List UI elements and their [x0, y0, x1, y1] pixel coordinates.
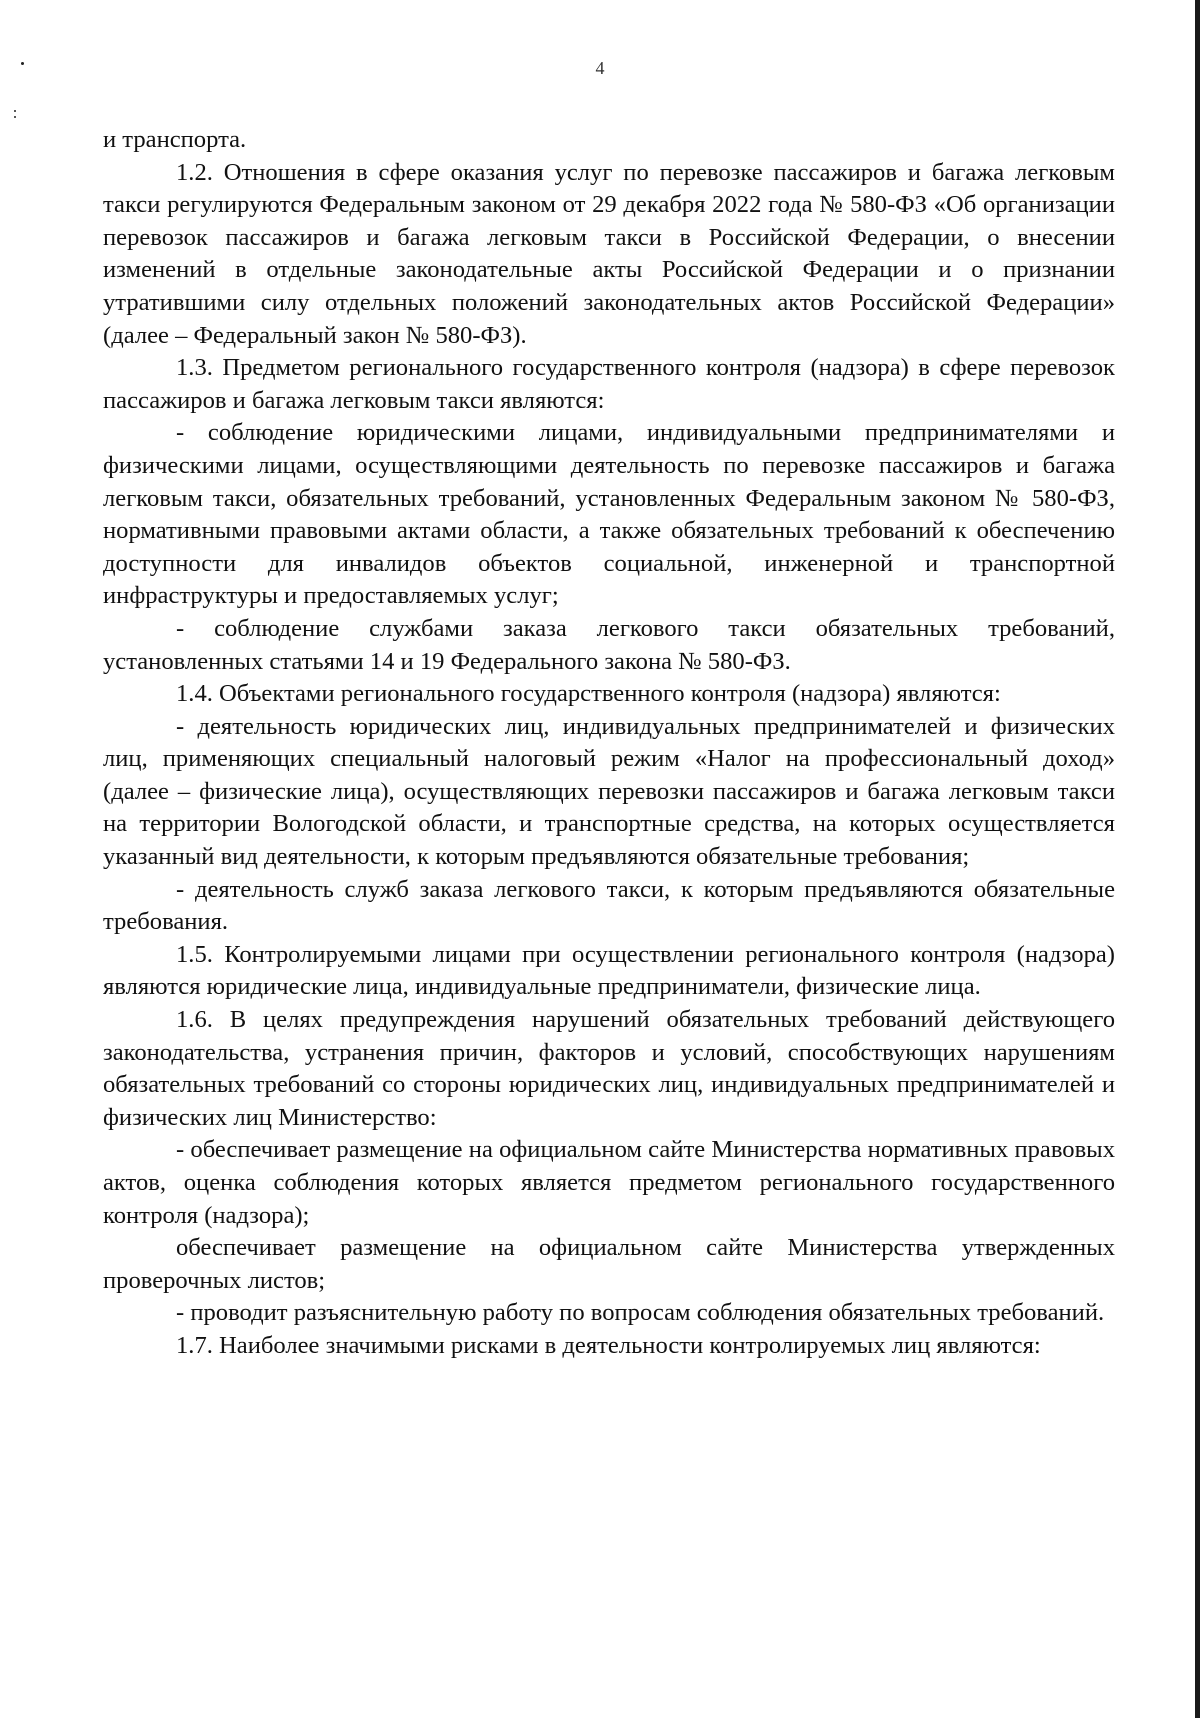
paragraph: 1.4. Объектами регионального государственного контроля (надзора) являются:	[176, 680, 1001, 708]
paragraph: - обеспечивает размещение на официальном сайте Министерства нормативных правовых актов, оценка соблюдения которых является предметом регионального государственного контроля (надзора);	[103, 1136, 1115, 1229]
paragraph: 1.3. Предметом регионального государственного контроля (надзора) в сфере перевозок пассажиров и багажа легковым такси являются:	[103, 354, 1115, 414]
paragraph: и транспорта.	[103, 126, 247, 153]
paragraph: - проводит разъяснительную работу по вопросам соблюдения обязательных требований.	[176, 1299, 1105, 1327]
paragraph: 1.5. Контролируемыми лицами при осуществлении регионального контроля (надзора) являются юридические лица, индивидуальные предприниматели, физические лица.	[103, 940, 1115, 1001]
paragraph: 1.6. В целях предупреждения нарушений обязательных требований действующего законодательства, устранения причин, факторов и условий, способствующих нарушениям обязательных требований со стороны юридических лиц, индивидуальных предпринимателей и физических лиц Министерство:	[103, 1006, 1115, 1131]
paragraph: 1.2. Отношения в сфере оказания услуг по перевозке пассажиров и багажа легковым такси регулируются Федеральным законом от 29 декабря 2022 года № 580-ФЗ «Об организации перевозок пассажиров и багажа легковым такси в Российской Федерации, о внесении изменений в отдельные законодательные акты Российской Федерации и о признании утратившими силу отдельных положений законодательных актов Российской Федерации» (далее – Федеральный закон № 580-ФЗ).	[103, 158, 1115, 349]
page-number: 4	[595, 58, 605, 78]
scan-speck	[14, 116, 16, 118]
paragraph: 1.7. Наиболее значимыми рисками в деятельности контролируемых лиц являются:	[176, 1331, 1041, 1359]
scan-speck	[14, 110, 16, 112]
document-body	[103, 124, 1115, 1363]
paragraph: - деятельность юридических лиц, индивидуальных предпринимателей и физических лиц, применяющих специальный налоговый режим «Налог на профессиональный доход» (далее – физические лица), осуществляющих перевозки пассажиров и багажа легковым такси на территории Вологодской области, и транспортные средства, на которых осуществляется указанный вид деятельности, к которым предъявляются обязательные требования;	[103, 712, 1115, 871]
paragraph: - соблюдение юридическими лицами, индивидуальными предпринимателями и физическими лицами, осуществляющими деятельность по перевозке пассажиров и багажа легковым такси, обязательных требований, установленных Федеральным законом № 580-ФЗ, нормативными правовыми актами области, а также обязательных требований к обеспечению доступности для инвалидов объектов социальной, инженерной и транспортной инфраструктуры и предоставляемых услуг;	[103, 419, 1115, 610]
paragraph: обеспечивает размещение на официальном сайте Министерства утвержденных проверочных листов;	[103, 1234, 1115, 1294]
paragraph: - деятельность служб заказа легкового такси, к которым предъявляются обязательные требования.	[103, 875, 1115, 936]
paragraph: - соблюдение службами заказа легкового такси обязательных требований, установленных статьями 14 и 19 Федерального закона № 580-ФЗ.	[103, 614, 1115, 675]
scan-edge-border	[1195, 0, 1200, 1718]
